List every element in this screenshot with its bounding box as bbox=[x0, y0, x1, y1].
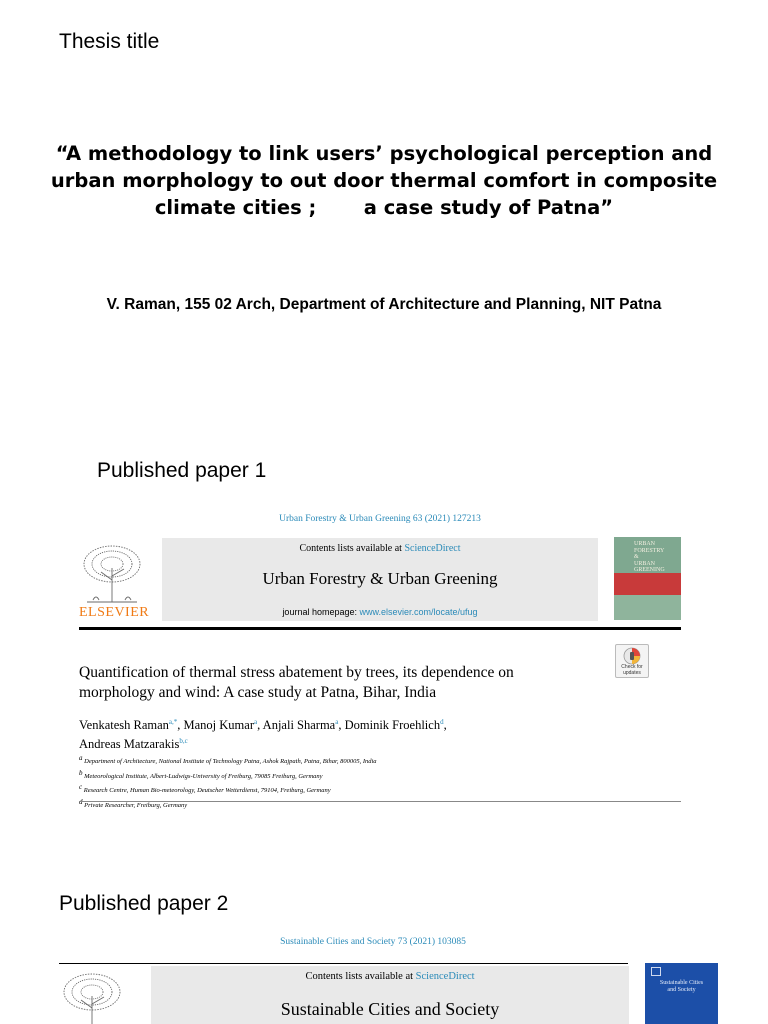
paper2-journal-cover bbox=[645, 963, 718, 1024]
author-affil-marker[interactable]: d bbox=[440, 718, 444, 726]
cover-logo-icon bbox=[651, 967, 661, 976]
thesis-author-line: V. Raman, 155 02 Arch, Department of Architecture and Planning, NIT Patna bbox=[106, 296, 662, 313]
paper1-title-line: morphology and wind: A case study at Patna, Bihar, India bbox=[79, 684, 437, 701]
elsevier-tree-logo-2 bbox=[59, 970, 125, 1024]
paper1-authors bbox=[79, 714, 447, 752]
thesis-title-line: “A methodology to link users’ psychological perception and bbox=[55, 142, 713, 165]
elsevier-wordmark: ELSEVIER bbox=[79, 605, 150, 620]
thesis-title-line: urban morphology to out door thermal comfort in composite bbox=[50, 169, 718, 192]
affiliation-line: Private Researcher, Freiburg, Germany bbox=[84, 802, 188, 810]
check-for-updates-badge[interactable] bbox=[615, 644, 649, 678]
paper1-title bbox=[79, 663, 514, 703]
author-name: Manoj Kumar bbox=[183, 718, 254, 733]
check-for-updates-icon bbox=[623, 647, 641, 665]
paper2-section-label: Published paper 2 bbox=[59, 892, 229, 915]
author-name: Andreas Matzarakis bbox=[79, 737, 180, 752]
journal-homepage-link[interactable]: www.elsevier.com/locate/ufug bbox=[359, 607, 478, 617]
paper1-author-line: Venkatesh Raman$^{a,*}$, Manoj Kumar$^a$, Anjali Sharma$^a$, Dominik Froehlich$^d$, bbox=[79, 718, 447, 733]
author-affil-marker[interactable]: a bbox=[335, 718, 339, 726]
check-for-updates-text: Check for updates bbox=[621, 664, 643, 676]
paper1-affil-rule bbox=[79, 801, 681, 802]
paper1-cover-text: URBAN FORESTRY & URBAN GREENING bbox=[634, 541, 665, 573]
paper1-homepage-line: journal homepage: www.elsevier.com/locate/ufug bbox=[282, 607, 478, 617]
author-affil-marker[interactable]: b,c bbox=[179, 737, 188, 746]
paper1-title-line: Quantification of thermal stress abatement by trees, its dependence on bbox=[79, 664, 514, 681]
paper1-author-line bbox=[79, 733, 447, 752]
paper1-journal-header bbox=[162, 538, 598, 621]
author-name: Anjali Sharma bbox=[262, 718, 336, 733]
sciencedirect-link[interactable]: ScienceDirect bbox=[404, 543, 461, 554]
author-affil-marker[interactable]: a,* bbox=[168, 718, 178, 726]
paper2-journal-header bbox=[151, 966, 629, 1024]
paper1-header-rule bbox=[79, 627, 681, 630]
paper1-section-label: Published paper 1 bbox=[97, 459, 267, 482]
paper2-top-rule bbox=[59, 963, 628, 964]
affiliation-line: $^a$ Department of Architecture, National Institute of Technology Patna, Ashok Rajpath, Patna, Bihar, 800005, India bbox=[79, 754, 377, 766]
paper2-journal-name: Sustainable Cities and Society bbox=[280, 999, 500, 1019]
paper2-cover-text: Sustainable Cities and Society bbox=[659, 980, 704, 993]
author-affil-marker[interactable]: a bbox=[254, 718, 258, 726]
author-name: Dominik Froehlich bbox=[344, 718, 441, 733]
thesis-section-label: Thesis title bbox=[59, 30, 160, 53]
elsevier-tree-logo bbox=[79, 542, 145, 606]
paper1-affiliations bbox=[79, 753, 377, 812]
paper2-contents-line: Contents lists available at ScienceDirect bbox=[305, 971, 475, 982]
thesis-title-line: climate cities ; a case study of Patna” bbox=[154, 196, 614, 219]
sciencedirect-link-2[interactable]: ScienceDirect bbox=[415, 971, 475, 982]
author-name: Venkatesh Raman bbox=[79, 718, 169, 733]
thesis-title bbox=[40, 140, 728, 221]
paper1-contents-line: Contents lists available at ScienceDirect bbox=[299, 543, 461, 554]
affiliation-line: $^c$ Research Centre, Human Bio-meteorology, Deutscher Wetterdienst, 79104, Freiburg, Germany bbox=[79, 783, 331, 795]
paper1-journal-name: Urban Forestry & Urban Greening bbox=[262, 569, 498, 588]
paper2-journal-ref[interactable]: Sustainable Cities and Society 73 (2021) 103085 bbox=[280, 937, 466, 947]
paper1-journal-ref[interactable]: Urban Forestry & Urban Greening 63 (2021) 127213 bbox=[279, 514, 481, 524]
affiliation-line: $^b$ Meteorological Institute, Albert-Ludwigs-University of Freiburg, 79085 Freiburg, Germany bbox=[79, 768, 323, 780]
paper1-journal-cover bbox=[614, 537, 681, 620]
